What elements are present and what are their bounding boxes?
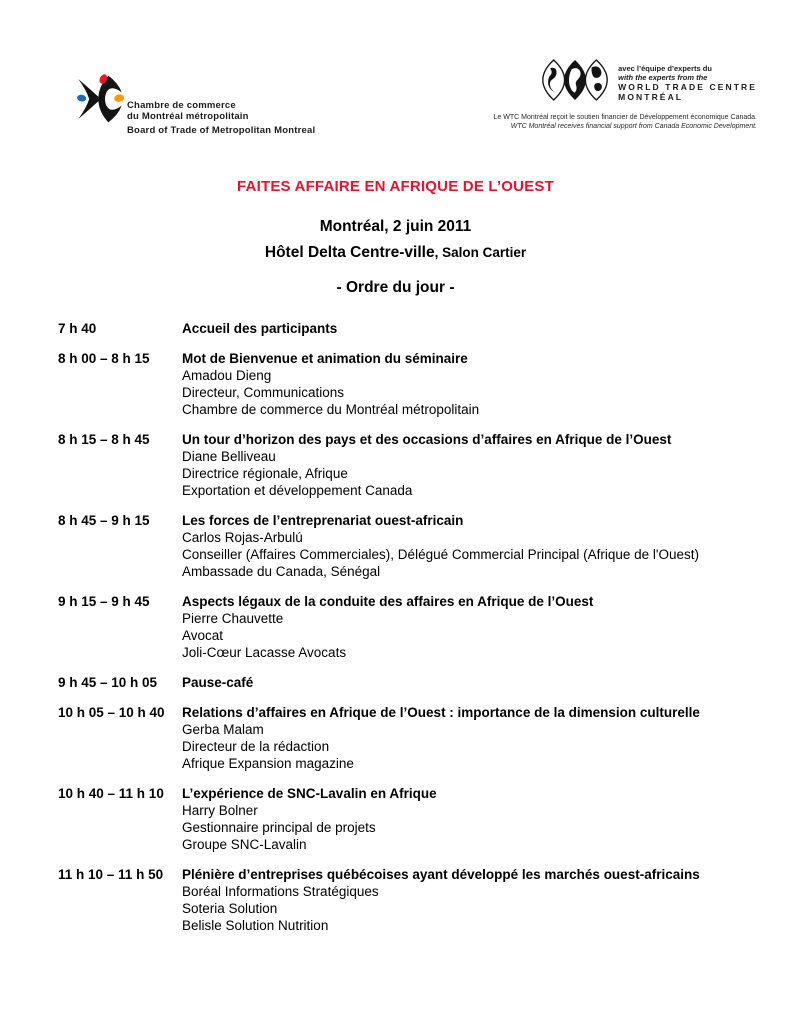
agenda-item bbox=[58, 704, 770, 772]
agenda-detail-line: Conseiller (Affaires Commerciales), Délégué Commercial Principal (Afrique de l'Ouest) bbox=[182, 547, 700, 562]
wtc-name-line2: MONTRÉAL bbox=[618, 91, 684, 102]
agenda-title: Relations d’affaires en Afrique de l’Ouest : importance de la dimension culturelle bbox=[182, 705, 700, 720]
agenda-item bbox=[58, 512, 770, 580]
agenda-detail-line: Afrique Expansion magazine bbox=[182, 756, 354, 771]
wtc-globes-icon bbox=[541, 58, 609, 107]
agenda-detail-line: Groupe SNC-Lavalin bbox=[182, 837, 307, 852]
agenda-detail-line: Directeur de la rédaction bbox=[182, 739, 330, 754]
agenda-content bbox=[182, 593, 770, 661]
agenda-detail-line: Ambassade du Canada, Sénégal bbox=[182, 564, 381, 579]
agenda-content bbox=[182, 704, 770, 772]
btmm-logo bbox=[75, 72, 345, 138]
agenda-heading: - Ordre du jour - bbox=[336, 279, 455, 296]
wtc-tagline-en: with the experts from the bbox=[618, 72, 708, 82]
agenda-title: Mot de Bienvenue et animation du séminaire bbox=[182, 351, 468, 366]
agenda-detail-line: Chambre de commerce du Montréal métropolitain bbox=[182, 402, 480, 417]
agenda-item bbox=[58, 866, 770, 934]
agenda-detail-line: Soteria Solution bbox=[182, 901, 278, 916]
agenda-content bbox=[182, 785, 770, 853]
agenda-title: Un tour d’horizon des pays et des occasions d’affaires en Afrique de l’Ouest bbox=[182, 432, 672, 447]
agenda-detail-line: Gestionnaire principal de projets bbox=[182, 820, 376, 835]
agenda-detail-line: Belisle Solution Nutrition bbox=[182, 918, 329, 933]
agenda-detail-line: Carlos Rojas-Arbulú bbox=[182, 530, 303, 545]
agenda-detail-line: Amadou Dieng bbox=[182, 368, 272, 383]
btmm-logo-wordmark bbox=[127, 100, 315, 136]
agenda-details bbox=[182, 721, 770, 772]
agenda-item bbox=[58, 674, 770, 691]
agenda-content bbox=[182, 866, 770, 934]
agenda-detail-line: Avocat bbox=[182, 628, 224, 643]
agenda-time: 10 h 05 – 10 h 40 bbox=[58, 705, 165, 720]
agenda-list bbox=[58, 320, 770, 947]
agenda-time: 10 h 40 – 11 h 10 bbox=[58, 786, 164, 801]
agenda-detail-line: Harry Bolner bbox=[182, 803, 258, 818]
agenda-item bbox=[58, 785, 770, 853]
agenda-item bbox=[58, 320, 770, 337]
agenda-title: L’expérience de SNC-Lavalin en Afrique bbox=[182, 786, 437, 801]
agenda-item bbox=[58, 593, 770, 661]
agenda-title: Plénière d’entreprises québécoises ayant développé les marchés ouest-africains bbox=[182, 867, 700, 882]
venue-room: , Salon Cartier bbox=[434, 245, 527, 260]
agenda-time: 8 h 15 – 8 h 45 bbox=[58, 432, 150, 447]
agenda-title: Les forces de l’entreprenariat ouest-africain bbox=[182, 513, 464, 528]
agenda-detail-line: Joli-Cœur Lacasse Avocats bbox=[182, 645, 347, 660]
wtc-tagline-fr: avec l’équipe d’experts du bbox=[618, 63, 712, 73]
agenda-title: Aspects légaux de la conduite des affaires en Afrique de l’Ouest bbox=[182, 594, 594, 609]
btmm-name-fr-line1: Chambre de commerce bbox=[127, 100, 236, 111]
agenda-details bbox=[182, 610, 770, 661]
agenda-details bbox=[182, 883, 770, 934]
agenda-time: 9 h 15 – 9 h 45 bbox=[58, 594, 150, 609]
title-block bbox=[0, 178, 791, 297]
agenda-content bbox=[182, 350, 770, 418]
wtc-fineprint bbox=[427, 114, 757, 131]
agenda-item bbox=[58, 350, 770, 418]
agenda-time: 7 h 40 bbox=[58, 321, 97, 336]
agenda-content bbox=[182, 431, 770, 499]
main-title: FAITES AFFAIRE EN AFRIQUE DE L’OUEST bbox=[237, 178, 554, 195]
agenda-details bbox=[182, 802, 770, 853]
wtc-fineprint-en: WTC Montréal receives financial support from Canada Economic Development. bbox=[510, 122, 757, 130]
btmm-name-en: Board of Trade of Metropolitan Montreal bbox=[127, 125, 316, 136]
agenda-time: 11 h 10 – 11 h 50 bbox=[58, 867, 164, 882]
agenda-detail-line: Boréal Informations Stratégiques bbox=[182, 884, 379, 899]
agenda-content bbox=[182, 320, 770, 337]
agenda-content bbox=[182, 512, 770, 580]
agenda-content bbox=[182, 674, 770, 691]
agenda-detail-line: Directrice régionale, Afrique bbox=[182, 466, 348, 481]
agenda-time: 8 h 00 – 8 h 15 bbox=[58, 351, 150, 366]
agenda-detail-line: Gerba Malam bbox=[182, 722, 264, 737]
wtc-logo-wordmark bbox=[618, 64, 757, 102]
btmm-name-fr-line2: du Montréal métropolitain bbox=[127, 111, 249, 122]
wtc-fineprint-fr: Le WTC Montréal reçoit le soutien financier de Développement économique Canada. bbox=[493, 114, 757, 121]
agenda-title: Accueil des participants bbox=[182, 321, 338, 336]
agenda-item bbox=[58, 431, 770, 499]
agenda-time: 8 h 45 – 9 h 15 bbox=[58, 513, 150, 528]
agenda-details bbox=[182, 367, 770, 418]
agenda-time: 9 h 45 – 10 h 05 bbox=[58, 675, 158, 690]
venue-name: Hôtel Delta Centre-ville bbox=[264, 244, 435, 261]
agenda-details bbox=[182, 448, 770, 499]
wtc-name-line1: WORLD TRADE CENTRE bbox=[618, 81, 757, 92]
btmm-logo-icon bbox=[75, 72, 125, 131]
agenda-title: Pause-café bbox=[182, 675, 254, 690]
agenda-detail-line: Pierre Chauvette bbox=[182, 611, 284, 626]
event-venue bbox=[0, 244, 791, 262]
agenda-details bbox=[182, 529, 770, 580]
agenda-detail-line: Directeur, Communications bbox=[182, 385, 345, 400]
agenda-detail-line: Diane Belliveau bbox=[182, 449, 276, 464]
wtc-logo bbox=[427, 58, 757, 131]
event-date: Montréal, 2 juin 2011 bbox=[319, 218, 472, 235]
agenda-detail-line: Exportation et développement Canada bbox=[182, 483, 413, 498]
